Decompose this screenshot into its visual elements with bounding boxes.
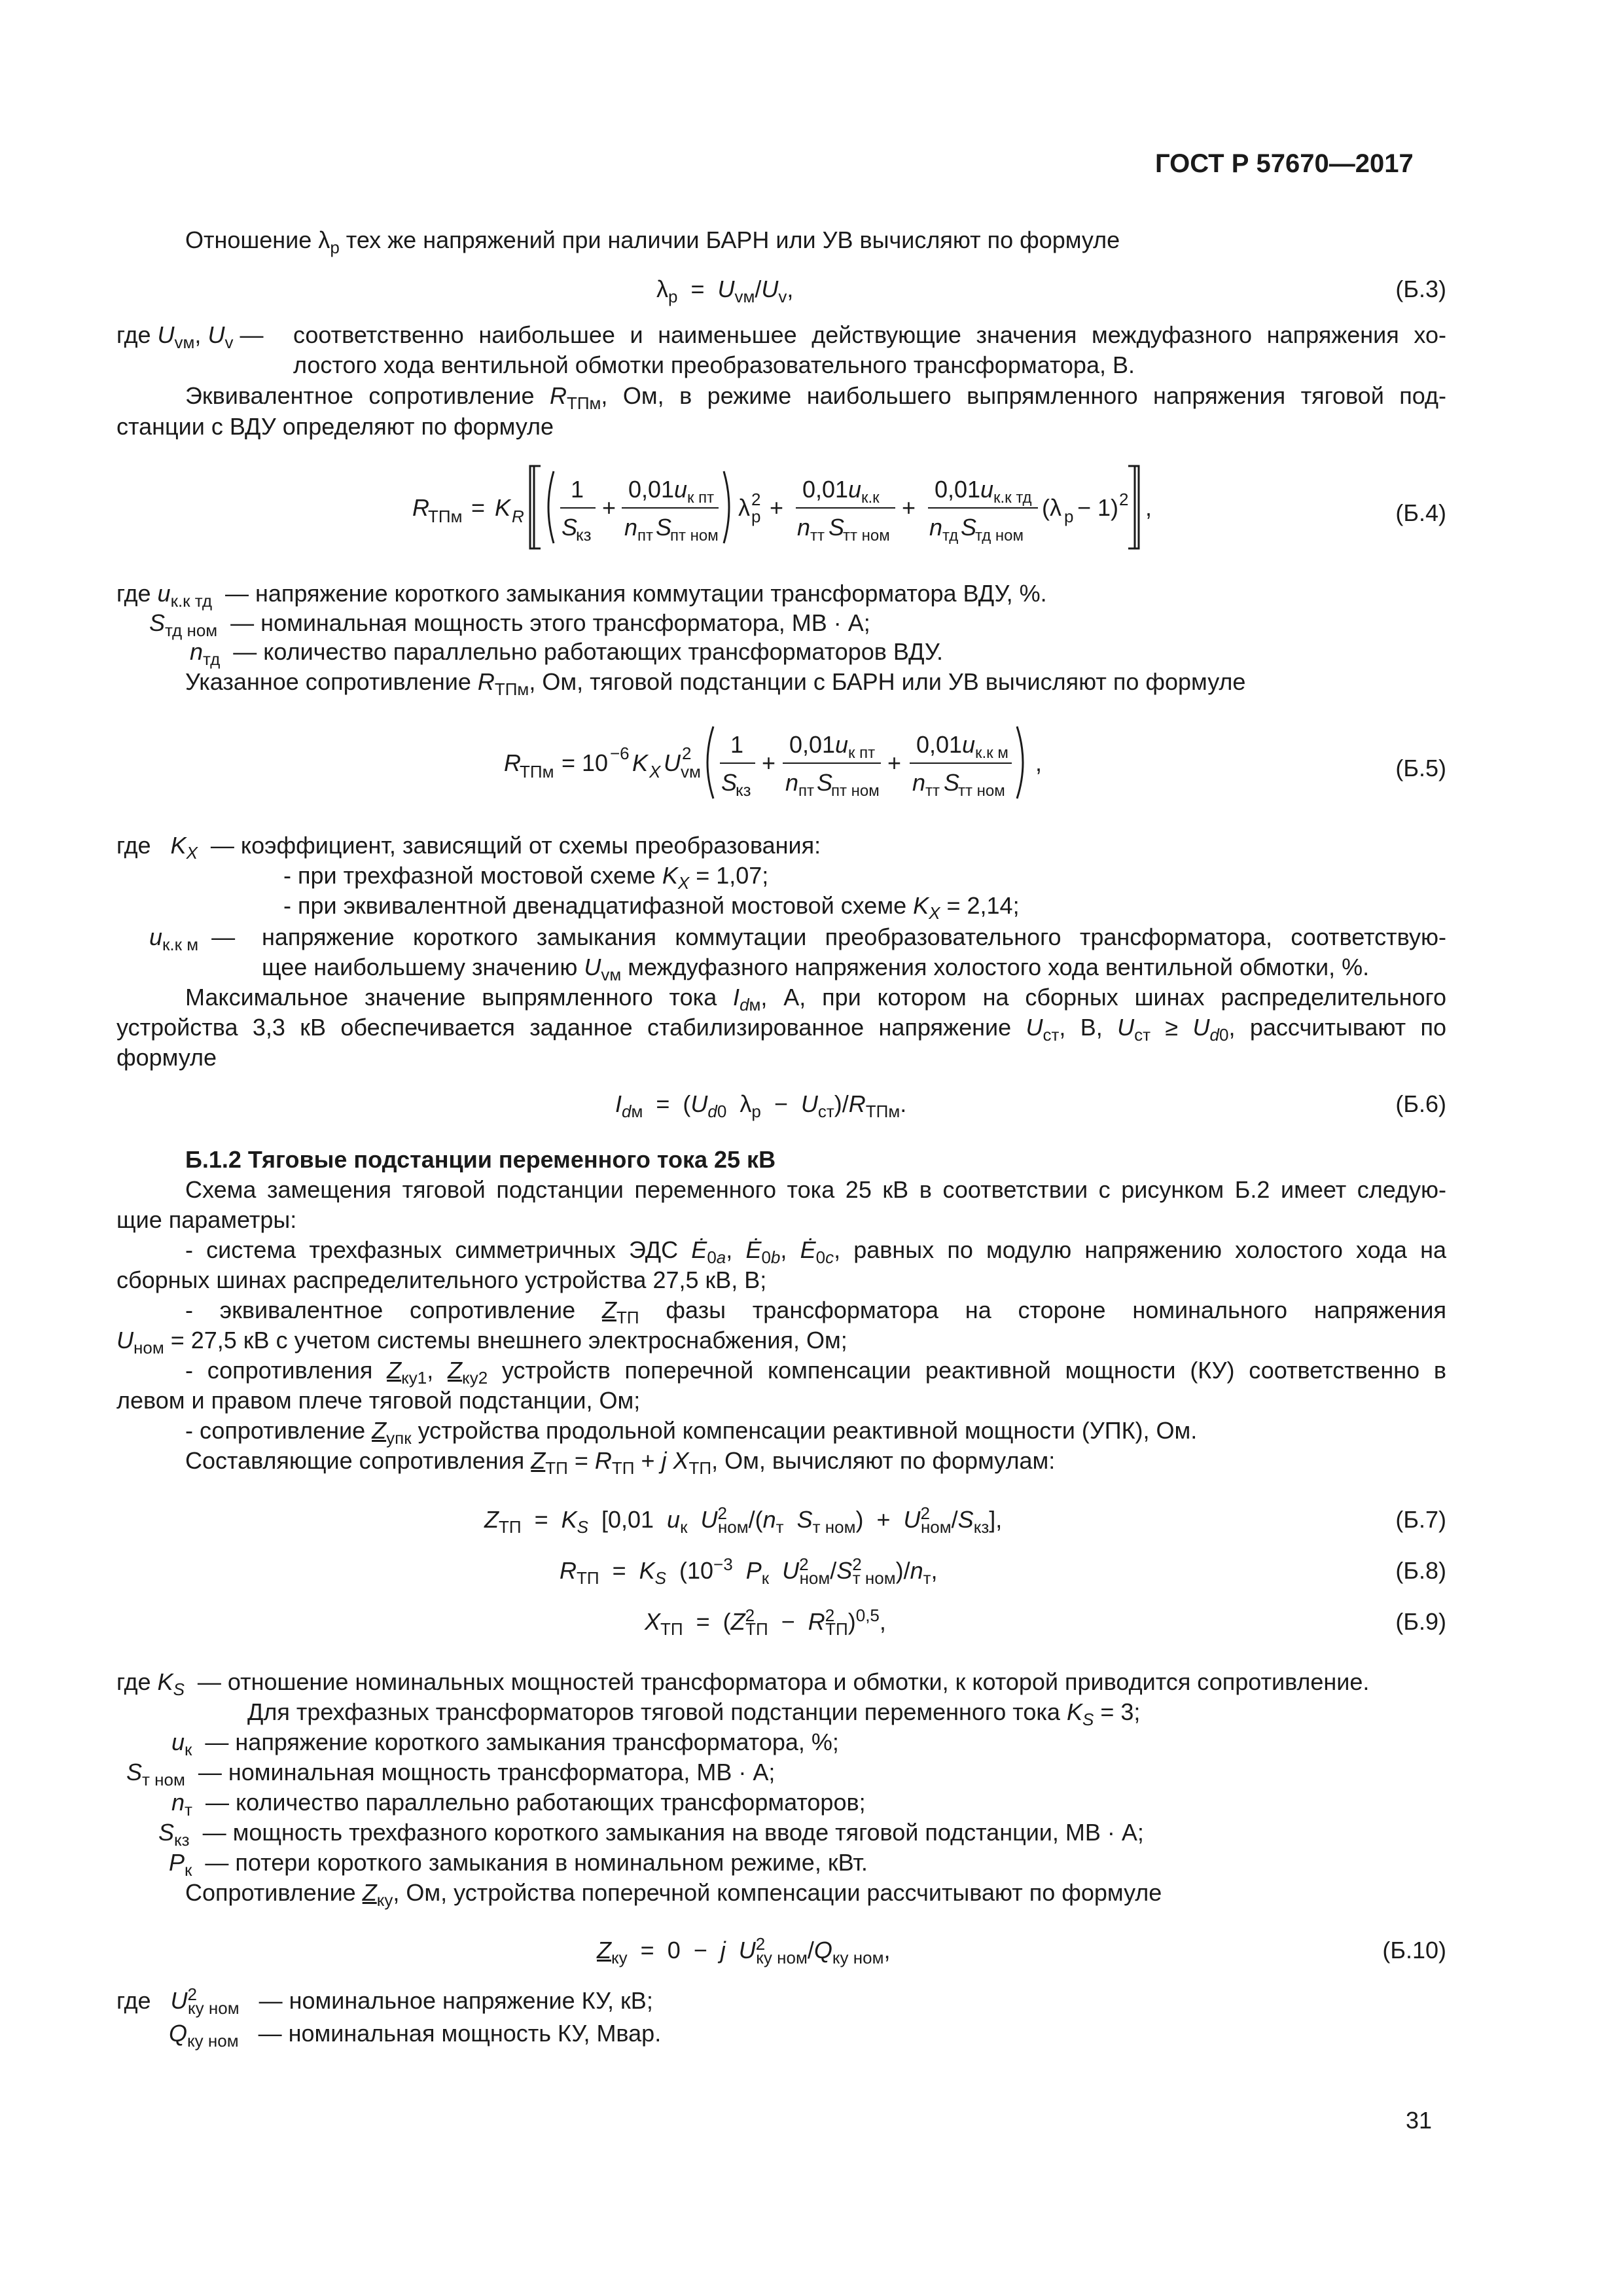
svg-text:пт ном: пт ном	[831, 782, 880, 800]
svg-text:2: 2	[1119, 490, 1129, 509]
svg-text:S: S	[721, 769, 738, 796]
svg-text:S: S	[961, 514, 977, 541]
definition-std-nom: $S_{тд ном}$ — номинальная мощность этого трансформатора, МВ · А;	[149, 609, 870, 641]
equation-number-b7: (Б.7)	[1395, 1506, 1446, 1533]
equation-number-b3: (Б.3)	[1395, 276, 1446, 302]
svg-text:+: +	[902, 494, 916, 521]
svg-text:R: R	[412, 494, 429, 521]
svg-text:K: K	[495, 494, 511, 521]
definition-ukkm-line1: напряжение короткого замыкания коммутации преобразовательного трансформатора, соответствую-	[262, 924, 1446, 950]
svg-text:R: R	[504, 749, 521, 776]
svg-text:тд: тд	[942, 527, 959, 545]
svg-text:к пт: к пт	[848, 744, 876, 762]
definition-st-nom: $S_{т ном}$ — номинальная мощность трансформатора, МВ · А;	[126, 1759, 776, 1790]
item-ku-impedances-line2: левом и правом плече тяговой подстанции, Ом;	[116, 1387, 641, 1414]
svg-text:R: R	[512, 507, 524, 526]
svg-text:ТПм: ТПм	[520, 762, 554, 781]
svg-text:u: u	[848, 476, 862, 503]
svg-text:n: n	[912, 769, 926, 796]
svg-text:u: u	[962, 731, 976, 758]
paragraph-max-current-line1: Максимальное значение выпрямленного тока $I_{dм}$, А, при котором на сборных шинах распределительного	[185, 984, 1446, 1015]
svg-text:к.к: к.к	[861, 489, 880, 507]
definition-uk: $u_к$ — напряжение короткого замыкания трансформатора, %;	[171, 1729, 839, 1760]
svg-text:к пт: к пт	[687, 489, 715, 507]
svg-text:S: S	[817, 769, 833, 796]
svg-text:K: K	[632, 749, 649, 776]
item-ku-impedances-line1: - сопротивления $Z_{ку1}$, $Z_{ку2}$ устройств поперечной компенсации реактивной мощности (КУ) соответственно в	[185, 1357, 1446, 1388]
svg-text:тд ном: тд ном	[975, 527, 1024, 545]
definition-uku-nom: где $U^2_{ку ном}$ — номинальное напряжение КУ, кВ;	[116, 1984, 653, 2018]
svg-text:S: S	[562, 514, 578, 541]
formula-b6: $I_{dм} = (U_{d0}$ $\lambda_р - U_{ст})/R_{ТПм}$.	[615, 1090, 907, 1122]
svg-text:U: U	[664, 749, 681, 776]
formula-b5	[497, 713, 1073, 812]
svg-text:n: n	[624, 514, 638, 541]
item-equivalent-impedance-line2: $U_{ном} = 27,5$ кВ с учетом системы внешнего электроснабжения, Ом;	[116, 1327, 847, 1358]
definition-nt: $n_т$ — количество параллельно работающих трансформаторов;	[171, 1789, 866, 1820]
svg-text:р: р	[1064, 507, 1074, 526]
page-number: 31	[1406, 2107, 1433, 2134]
definition-pk: $P_к$ — потери короткого замыкания в номинальном режиме, кВт.	[169, 1849, 868, 1880]
svg-text:(λ: (λ	[1042, 494, 1061, 521]
definition-uvm-text-line1: соответственно наибольшее и наименьшее действующие значения междуфазного напряжения хо-	[293, 321, 1446, 348]
svg-text:− 1): − 1)	[1077, 494, 1119, 521]
formula-b10: $Z_{ку} = 0 - j$ $U^2_{ку ном}/Q_{ку ном}$,	[597, 1934, 891, 1968]
definition-skz: $S_{кз}$ — мощность трехфазного короткого замыкания на вводе тяговой подстанции, МВ · А;	[158, 1819, 1144, 1850]
svg-text:=: =	[471, 494, 486, 521]
equation-number-b4: (Б.4)	[1395, 499, 1446, 526]
svg-text:к.к м: к.к м	[975, 744, 1008, 762]
item-emf-system-line2: сборных шинах распределительного устройства 27,5 кВ, В;	[116, 1266, 767, 1293]
definition-ks: где $K_S$ — отношение номинальных мощностей трансформатора и обмотки, к которой приводится сопротивление.	[116, 1668, 1370, 1700]
equation-number-b5: (Б.5)	[1395, 755, 1446, 781]
definition-kx-item2: - при эквивалентной двенадцатифазной мостовой схеме $K_X = 2,14$;	[283, 892, 1020, 924]
svg-text:0,01: 0,01	[802, 476, 849, 503]
definition-qku-nom: $Q_{ку ном}$ — номинальная мощность КУ, Мвар.	[169, 2020, 662, 2051]
svg-text:X: X	[649, 762, 661, 781]
svg-text:0,01: 0,01	[789, 731, 836, 758]
svg-text:u: u	[835, 731, 849, 758]
svg-text:тт ном: тт ном	[843, 527, 890, 545]
svg-text:+: +	[602, 494, 616, 521]
formula-b4	[406, 458, 1158, 556]
svg-text:n: n	[797, 514, 811, 541]
paragraph-specified-resistance: Указанное сопротивление $R_{ТПм}$, Ом, тяговой подстанции с БАРН или УВ вычисляют по формуле	[185, 668, 1246, 700]
formula-b9: $X_{ТП} = (Z^2_{ТП} - R^2_{ТП})^{0,5}$,	[645, 1605, 886, 1640]
svg-text:тт: тт	[925, 782, 940, 800]
svg-text:ТПм: ТПм	[428, 507, 463, 526]
svg-text:р: р	[751, 507, 761, 526]
svg-text:u: u	[980, 476, 994, 503]
formula-b3: $\lambda_р = U_{vм}/U_v$,	[656, 276, 794, 307]
svg-text:S: S	[829, 514, 845, 541]
svg-text:+: +	[887, 749, 902, 776]
svg-text:n: n	[785, 769, 799, 796]
svg-text:0,01: 0,01	[628, 476, 675, 503]
definition-kx-item1: - при трехфазной мостовой схеме $K_X = 1,07$;	[283, 862, 769, 893]
svg-text:n: n	[929, 514, 943, 541]
svg-text:u: u	[674, 476, 688, 503]
paragraph-equivalent-resistance-line2: станции с ВДУ определяют по формуле	[116, 413, 554, 440]
svg-text:пт: пт	[637, 527, 653, 545]
definition-ukk-td: где $u_{к.к тд}$ — напряжение короткого замыкания коммутации трансформатора ВДУ, %.	[116, 580, 1047, 611]
paragraph-ku-impedance: Сопротивление $Z_{ку}$, Ом, устройства поперечной компенсации рассчитывают по формуле	[185, 1879, 1162, 1910]
formula-b8: $R_{ТП} = K_S$ ($10^{-3}$ $P_к$ $U^2_{ном}/S^2_{т ном})/n_т$,	[560, 1554, 938, 1588]
svg-text:пт: пт	[798, 782, 814, 800]
svg-text:к.к тд: к.к тд	[993, 489, 1032, 507]
svg-text:−6: −6	[610, 744, 630, 763]
svg-text:,: ,	[1035, 749, 1043, 776]
svg-text:2: 2	[751, 490, 761, 509]
paragraph-max-current-line3: формуле	[116, 1044, 217, 1071]
definition-uvm-uv: где $U_{vм}$, $U_v$ —	[116, 321, 264, 353]
formula-b7: $Z_{ТП} = K_S$ [0,01 $u_к$ $U^2_{ном}/(n_т$ $S_{т ном}) + U^2_{ном}/S_{кз}$],	[484, 1503, 1003, 1537]
svg-text:= 10: = 10	[562, 749, 609, 776]
definition-ukkm-line2: щее наибольшему значению $U_{vм}$ междуфазного напряжения холостого хода вентильной обмотки, %.	[262, 954, 1370, 985]
svg-text:1: 1	[571, 476, 584, 503]
svg-text:кз: кз	[576, 525, 592, 545]
paragraph-lambda-ratio: Отношение $\lambda_р$ тех же напряжений при наличии БАРН или УВ вычисляют по формуле	[185, 226, 1120, 258]
item-emf-system-line1: - система трехфазных симметричных ЭДС $Ė_{0a}$, $Ė_{0b}$, $Ė_{0c}$, равных по модулю напряжению холостого хода на	[185, 1236, 1446, 1268]
paragraph-equivalent-circuit-line1: Схема замещения тяговой подстанции переменного тока 25 кВ в соответствии с рисунком Б.2 имеет следую-	[185, 1176, 1446, 1203]
svg-text:λ: λ	[738, 494, 750, 521]
svg-text:+: +	[770, 494, 784, 521]
equation-number-b6: (Б.6)	[1395, 1090, 1446, 1117]
equation-number-b10: (Б.10)	[1382, 1937, 1446, 1964]
svg-text:тт ном: тт ном	[958, 782, 1005, 800]
item-equivalent-impedance-line1: - эквивалентное сопротивление $Z_{ТП}$ фазы трансформатора на стороне номинального напряжения	[185, 1297, 1446, 1328]
svg-text:2: 2	[682, 744, 692, 763]
svg-text:1: 1	[730, 731, 744, 758]
svg-text:пт ном: пт ном	[670, 527, 719, 545]
svg-text:S: S	[944, 769, 960, 796]
svg-text:S: S	[656, 514, 672, 541]
item-upk-impedance: - сопротивление $Z_{упк}$ устройства продольной компенсации реактивной мощности (УПК), Ом.	[185, 1417, 1198, 1448]
equation-number-b9: (Б.9)	[1395, 1608, 1446, 1635]
equation-number-b8: (Б.8)	[1395, 1557, 1446, 1584]
document-code: ГОСТ Р 57670—2017	[1155, 149, 1414, 178]
section-heading-b12: Б.1.2 Тяговые подстанции переменного тока 25 кВ	[185, 1146, 776, 1173]
definition-uvm-text-line2: лостого хода вентильной обмотки преобразовательного трансформатора, В.	[293, 351, 1135, 378]
paragraph-impedance-components: Составляющие сопротивления $Z_{ТП} = R_{ТП} + j$ $X_{ТП}$, Ом, вычисляют по формулам:	[185, 1447, 1056, 1479]
svg-text:0,01: 0,01	[935, 476, 981, 503]
svg-text:,: ,	[1145, 494, 1152, 521]
svg-text:кз: кз	[736, 780, 751, 800]
svg-text:vм: vм	[681, 762, 701, 781]
paragraph-equivalent-resistance-line1: Эквивалентное сопротивление $R_{ТПм}$, Ом, в режиме наибольшего выпрямленного напряжения тяговой под-	[185, 382, 1446, 414]
svg-text:+: +	[762, 749, 776, 776]
paragraph-max-current-line2: устройства 3,3 кВ обеспечивается заданное стабилизированное напряжение $U_{ст}$, В, $U_{ст} \ge U_{d0}$, рассчитывают по	[116, 1014, 1447, 1045]
definition-ntd: $n_{тд}$ — количество параллельно работающих трансформаторов ВДУ.	[190, 638, 943, 670]
definition-ks-line2: Для трехфазных трансформаторов тяговой подстанции переменного тока $K_S = 3$;	[247, 1698, 1141, 1730]
definition-kx: где $K_X$ — коэффициент, зависящий от схемы преобразования:	[116, 832, 821, 863]
definition-ukkm-term: $u_{к.к м}$ —	[149, 924, 236, 955]
paragraph-equivalent-circuit-line2: щие параметры:	[116, 1206, 297, 1233]
svg-text:0,01: 0,01	[916, 731, 963, 758]
svg-text:тт: тт	[810, 527, 825, 545]
